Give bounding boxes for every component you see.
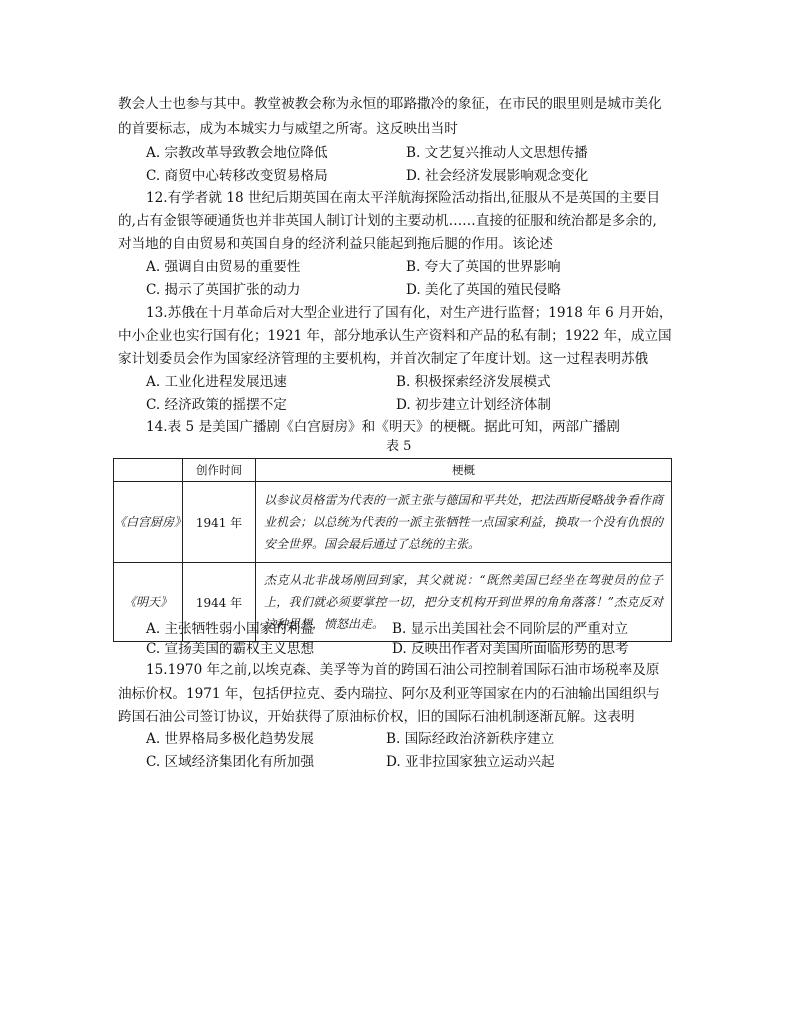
q13-option-d: D. 初步建立计划经济体制: [396, 397, 551, 413]
row-summary: 以参议员格雷为代表的一派主张与德国和平共处，把法西斯侵略战争看作商业机会；以总统为代表的一派主张牺牲一点国家利益，换取一个没有仇恨的安全世界。国会最后通过了总统的主张。: [256, 482, 672, 563]
q14-option-d: D. 反映出作者对美国所面临形势的思考: [392, 641, 629, 657]
q13-line-2: 中小企业也实行国有化；1921 年，部分地承认生产资料和产品的私有制；1922 年，成立国: [118, 328, 672, 344]
q12-line-1: 12.有学者就 18 世纪后期英国在南太平洋航海探险活动指出,征服从不是英国的主要目: [146, 190, 661, 206]
table-caption: 表 5: [386, 439, 412, 454]
q11-option-b: B. 文艺复兴推动人文思想传播: [406, 145, 588, 161]
table-header-row: [114, 459, 672, 482]
q12-line-2: 的,占有金银等硬通货也并非英国人制订计划的主要动机……直接的征服和统治都是多余的,: [118, 213, 657, 229]
q12-option-d: D. 美化了英国的殖民侵略: [406, 282, 561, 298]
q11-option-a: A. 宗教改革导致教会地位降低: [146, 145, 328, 161]
q15-line-3: 跨国石油公司签订协议，开始获得了原油标价权，旧的国际石油机制逐渐瓦解。这表明: [118, 709, 635, 725]
q13-line-1: 13.苏俄在十月革命后对大型企业进行了国有化，对生产进行监督；1918 年 6 月开始，: [146, 305, 673, 321]
table-row: [114, 482, 672, 563]
header-year: 创作时间: [183, 459, 256, 482]
q13-option-c: C. 经济政策的摇摆不定: [146, 397, 287, 413]
q14-option-b: B. 显示出美国社会不同阶层的严重对立: [392, 621, 629, 637]
q15-option-b: B. 国际经政治济新秩序建立: [386, 731, 555, 747]
q15-line-2: 油标价权。1971 年，包括伊拉克、委内瑞拉、阿尔及利亚等国家在内的石油输出国组织与: [118, 686, 660, 702]
q13-option-a: A. 工业化进程发展迅速: [146, 374, 287, 390]
q15-option-c: C. 区域经济集团化有所加强: [146, 754, 315, 770]
row-year: 1944 年: [183, 563, 256, 642]
q11-option-c: C. 商贸中心转移改变贸易格局: [146, 168, 328, 184]
row-summary: 杰克从北非战场刚回到家，其父就说：“既然美国已经坐在驾驶员的位子上，我们就必须要掌控一切，把分支机构开到世界的角角落落！”杰克反对这种思想，愤怒出走。: [256, 563, 672, 642]
q12-option-b: B. 夸大了英国的世界影响: [406, 259, 561, 275]
q12-line-3: 对当地的自由贸易和英国自身的经济利益只能起到拖后腿的作用。该论述: [118, 236, 553, 252]
q14-option-a: A. 主张牺牲弱小国家的利益: [146, 621, 314, 637]
header-summary: 梗概: [256, 459, 672, 482]
plot-summary-table: [113, 458, 672, 642]
q14-line-1: 14.表 5 是美国广播剧《白宫厨房》和《明天》的梗概。据此可知，两部广播剧: [146, 419, 620, 435]
row-title: 《白宫厨房》: [114, 482, 183, 563]
q11-option-d: D. 社会经济发展影响观念变化: [406, 168, 589, 184]
q14-option-c: C. 宣扬美国的霸权主义思想: [146, 641, 315, 657]
q15-option-a: A. 世界格局多极化趋势发展: [146, 731, 314, 747]
intro-line-1: 教会人士也参与其中。教堂被教会称为永恒的耶路撒冷的象征，在市民的眼里则是城市美化: [118, 96, 662, 112]
row-year: 1941 年: [183, 482, 256, 563]
intro-line-2: 的首要标志，成为本城实力与威望之所寄。这反映出当时: [118, 121, 458, 137]
q13-option-b: B. 积极探索经济发展模式: [396, 374, 551, 390]
q13-line-3: 家计划委员会作为国家经济管理的主要机构，并首次制定了年度计划。这一过程表明苏俄: [118, 351, 649, 367]
header-title: [114, 459, 183, 482]
q12-option-c: C. 揭示了英国扩张的动力: [146, 282, 301, 298]
q12-option-a: A. 强调自由贸易的重要性: [146, 259, 301, 275]
row-title: 《明天》: [114, 563, 183, 642]
q15-line-1: 15.1970 年之前,以埃克森、美孚等为首的跨国石油公司控制着国际石油市场税率及原: [146, 662, 660, 678]
q15-option-d: D. 亚非拉国家独立运动兴起: [386, 754, 555, 770]
